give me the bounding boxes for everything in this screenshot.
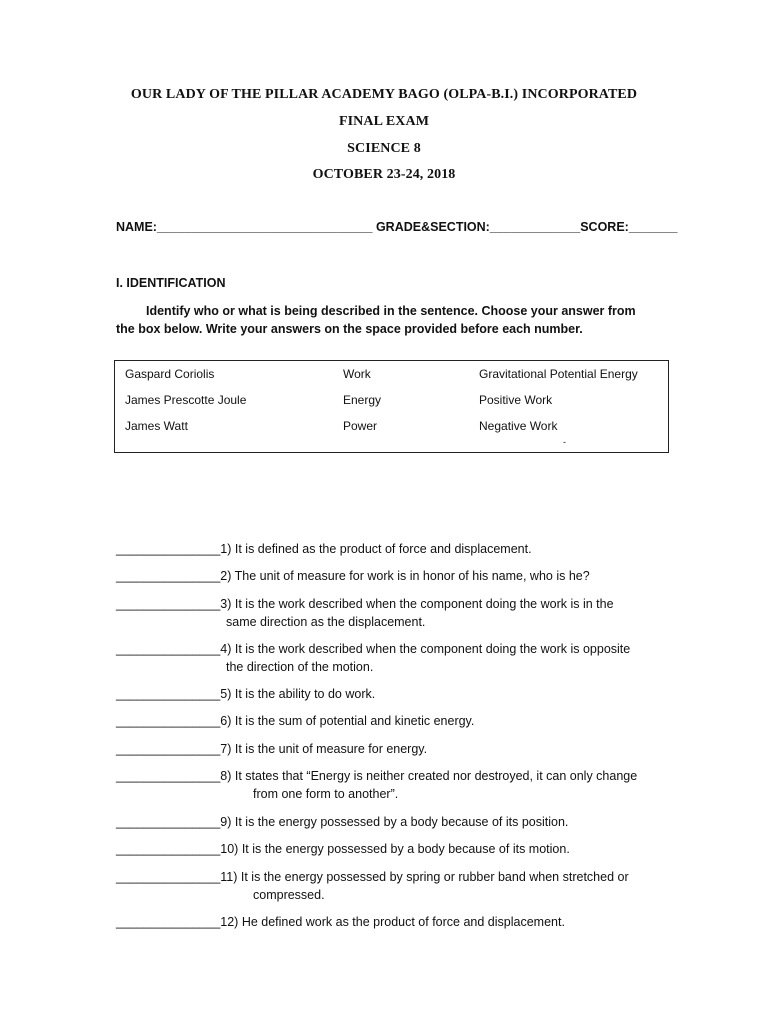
answer-blank: _______________	[116, 742, 221, 756]
question-item	[116, 567, 590, 585]
question-item	[116, 595, 614, 631]
choice-james-prescotte-joule: James Prescotte Joule	[125, 393, 247, 407]
section-instructions: Identify who or what is being described in the sentence. Choose your answer from the box below. Write your answers on the space provided before each number.	[116, 304, 636, 336]
question-item	[116, 685, 375, 703]
answer-blank: _______________	[116, 542, 221, 556]
exam-title: FINAL EXAM	[338, 114, 430, 129]
question-item	[116, 840, 570, 858]
answer-blank: _______________	[116, 769, 221, 783]
question-item	[116, 640, 630, 676]
question-text: 9) It is the energy possessed by a body because of its position.	[220, 815, 569, 829]
subject-title: SCIENCE 8	[347, 141, 421, 156]
answer-blank: _______________	[116, 714, 221, 728]
question-text-continued: same direction as the displacement.	[226, 615, 426, 629]
answer-blank: _______________	[116, 597, 221, 611]
choice-positive-work: Positive Work	[479, 393, 553, 407]
choice-power: Power	[343, 419, 378, 433]
stray-mark: -	[563, 437, 566, 447]
question-item	[116, 540, 532, 558]
answer-blank: _______________	[116, 642, 221, 656]
question-text: 1) It is defined as the product of force and displacement.	[220, 542, 532, 556]
choice-work: Work	[343, 367, 371, 381]
school-name: OUR LADY OF THE PILLAR ACADEMY BAGO (OLPA-B.I.) INCORPORATED	[130, 87, 638, 102]
question-text: 6) It is the sum of potential and kinetic energy.	[220, 714, 475, 728]
question-text-continued: compressed.	[253, 888, 325, 902]
choice-james-watt: James Watt	[125, 419, 188, 433]
question-text: 10) It is the energy possessed by a body because of its motion.	[220, 842, 570, 856]
answer-choices-box	[114, 360, 669, 453]
question-item	[116, 767, 637, 803]
question-text: 2) The unit of measure for work is in honor of his name, who is he?	[220, 569, 590, 583]
answer-blank: _______________	[116, 870, 221, 884]
question-text: 4) It is the work described when the component doing the work is opposite	[220, 642, 631, 656]
question-item	[116, 740, 427, 758]
question-text: 8) It states that “Energy is neither created nor destroyed, it can only change	[220, 769, 638, 783]
question-text: 12) He defined work as the product of force and displacement.	[220, 915, 565, 929]
question-text: 11) It is the energy possessed by spring or rubber band when stretched or	[220, 870, 629, 884]
question-text-continued: the direction of the motion.	[226, 660, 374, 674]
question-text: 7) It is the unit of measure for energy.	[220, 742, 428, 756]
answer-blank: _______________	[116, 815, 221, 829]
question-text: 3) It is the work described when the component doing the work is in the	[220, 597, 614, 611]
question-item	[116, 813, 568, 831]
answer-blank: _______________	[116, 915, 221, 929]
question-text: 5) It is the ability to do work.	[220, 687, 376, 701]
answer-blank: _______________	[116, 842, 221, 856]
answer-blank: _______________	[116, 687, 221, 701]
choice-negative-work: Negative Work	[479, 419, 558, 433]
question-text-continued: from one form to another”.	[253, 787, 399, 801]
question-item	[116, 712, 474, 730]
choice-gaspard-coriolis: Gaspard Coriolis	[125, 367, 215, 381]
question-item	[116, 913, 565, 931]
student-info-line: NAME:_______________________________ GRADE&SECTION:_____________SCORE:_______	[116, 220, 678, 234]
choice-gravitational-potential-energy: Gravitational Potential Energy	[479, 367, 638, 381]
question-item	[116, 868, 629, 904]
section-title: I. IDENTIFICATION	[116, 276, 226, 290]
choice-energy: Energy	[343, 393, 382, 407]
exam-date: OCTOBER 23-24, 2018	[312, 167, 456, 182]
answer-blank: _______________	[116, 569, 221, 583]
